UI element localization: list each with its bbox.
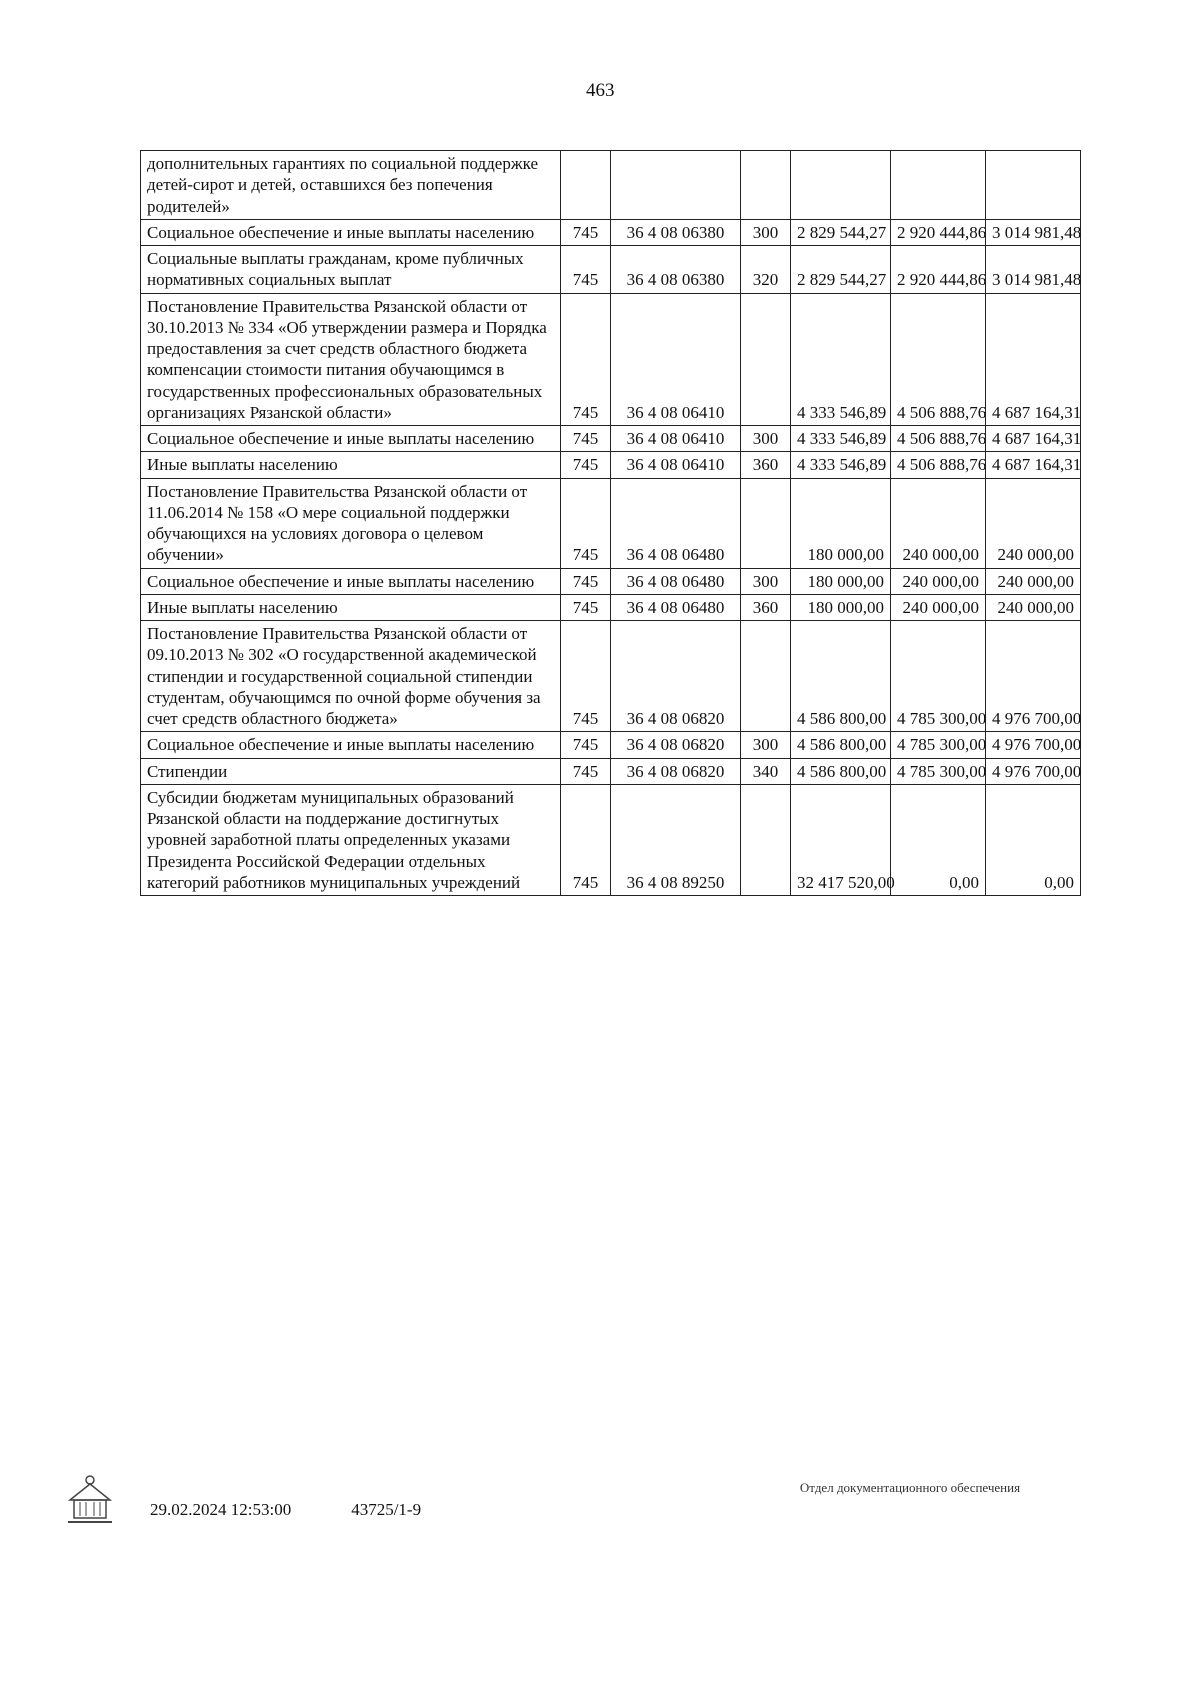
table-row: [141, 621, 1081, 732]
row-name-cell: Социальное обеспечение и иные выплаты населению: [141, 568, 561, 594]
amount-year1-cell: 4 333 546,89: [791, 426, 891, 452]
amount-year2-cell: 4 785 300,00: [891, 621, 986, 732]
amount-year3-cell: 4 976 700,00: [986, 758, 1081, 784]
ministry-code-cell: 745: [561, 732, 611, 758]
table-row: [141, 246, 1081, 294]
amount-year1-cell: 180 000,00: [791, 594, 891, 620]
ministry-code-cell: 745: [561, 246, 611, 294]
ministry-code-cell: 745: [561, 621, 611, 732]
amount-year3-cell: 0,00: [986, 784, 1081, 895]
table-row: [141, 478, 1081, 568]
amount-year2-cell: 240 000,00: [891, 478, 986, 568]
ministry-code-cell: 745: [561, 568, 611, 594]
department-stamp: Отдел документационного обеспечения: [799, 1480, 1021, 1495]
table-row: [141, 784, 1081, 895]
amount-year2-cell: 240 000,00: [891, 568, 986, 594]
amount-year2-cell: 4 785 300,00: [891, 732, 986, 758]
amount-year2-cell: 240 000,00: [891, 594, 986, 620]
amount-year1-cell: [791, 151, 891, 220]
row-name-cell: Постановление Правительства Рязанской области от 09.10.2013 № 302 «О государственной академической стипендии и государственной социальной стипендии студентам, обучающимся по очной форме обучения за счет средств областного бюджета»: [141, 621, 561, 732]
ministry-code-cell: 745: [561, 758, 611, 784]
amount-year3-cell: 3 014 981,48: [986, 219, 1081, 245]
amount-year3-cell: 240 000,00: [986, 568, 1081, 594]
amount-year3-cell: 4 687 164,31: [986, 452, 1081, 478]
row-name-cell: Стипендии: [141, 758, 561, 784]
target-article-cell: 36 4 08 06380: [611, 219, 741, 245]
row-name-cell: Социальное обеспечение и иные выплаты населению: [141, 219, 561, 245]
expense-type-cell: 300: [741, 568, 791, 594]
stamp-doc-number: 43725/1-9: [351, 1500, 422, 1519]
ministry-code-cell: 745: [561, 784, 611, 895]
amount-year2-cell: 4 506 888,76: [891, 293, 986, 426]
expense-type-cell: 300: [741, 426, 791, 452]
table-row: [141, 732, 1081, 758]
table-row: [141, 426, 1081, 452]
expense-type-cell: [741, 621, 791, 732]
row-name-cell: Иные выплаты населению: [141, 452, 561, 478]
table-row: [141, 151, 1081, 220]
expense-type-cell: 360: [741, 452, 791, 478]
amount-year2-cell: 2 920 444,86: [891, 219, 986, 245]
target-article-cell: 36 4 08 06820: [611, 758, 741, 784]
table-row: [141, 758, 1081, 784]
target-article-cell: 36 4 08 06480: [611, 568, 741, 594]
target-article-cell: 36 4 08 06820: [611, 621, 741, 732]
row-name-cell: Социальные выплаты гражданам, кроме публичных нормативных социальных выплат: [141, 246, 561, 294]
expense-type-cell: [741, 784, 791, 895]
expense-type-cell: [741, 478, 791, 568]
row-name-cell: Субсидии бюджетам муниципальных образований Рязанской области на поддержание достигнутых уровней заработной платы определенных указами Президента Российской Федерации отдельных категорий работников муниципальных учреждений: [141, 784, 561, 895]
expense-type-cell: 360: [741, 594, 791, 620]
expense-type-cell: 320: [741, 246, 791, 294]
ministry-code-cell: 745: [561, 219, 611, 245]
amount-year1-cell: 4 333 546,89: [791, 452, 891, 478]
page-number: 463: [586, 80, 615, 101]
target-article-cell: 36 4 08 06480: [611, 594, 741, 620]
expense-type-cell: [741, 151, 791, 220]
expense-type-cell: 300: [741, 732, 791, 758]
row-name-cell: Иные выплаты населению: [141, 594, 561, 620]
amount-year3-cell: 4 976 700,00: [986, 621, 1081, 732]
amount-year2-cell: 4 506 888,76: [891, 452, 986, 478]
table-row: [141, 219, 1081, 245]
ministry-code-cell: 745: [561, 594, 611, 620]
amount-year1-cell: 180 000,00: [791, 568, 891, 594]
target-article-cell: [611, 151, 741, 220]
amount-year2-cell: 4 785 300,00: [891, 758, 986, 784]
ministry-code-cell: [561, 151, 611, 220]
duma-emblem-icon: [60, 1470, 120, 1530]
expense-type-cell: 300: [741, 219, 791, 245]
stamp-datetime: 29.02.2024 12:53:00: [150, 1500, 292, 1519]
row-name-cell: дополнительных гарантиях по социальной поддержке детей-сирот и детей, оставшихся без попечения родителей»: [141, 151, 561, 220]
target-article-cell: 36 4 08 06410: [611, 293, 741, 426]
ministry-code-cell: 745: [561, 426, 611, 452]
amount-year1-cell: 4 586 800,00: [791, 732, 891, 758]
table-row: [141, 594, 1081, 620]
target-article-cell: 36 4 08 06410: [611, 426, 741, 452]
ministry-code-cell: 745: [561, 293, 611, 426]
amount-year3-cell: 4 976 700,00: [986, 732, 1081, 758]
amount-year2-cell: [891, 151, 986, 220]
amount-year3-cell: 3 014 981,48: [986, 246, 1081, 294]
ministry-code-cell: 745: [561, 478, 611, 568]
amount-year1-cell: 32 417 520,00: [791, 784, 891, 895]
expense-type-cell: [741, 293, 791, 426]
amount-year1-cell: 180 000,00: [791, 478, 891, 568]
row-name-cell: Социальное обеспечение и иные выплаты населению: [141, 732, 561, 758]
budget-table: [140, 150, 1081, 896]
document-stamp: [150, 1500, 750, 1520]
row-name-cell: Социальное обеспечение и иные выплаты населению: [141, 426, 561, 452]
table-row: [141, 293, 1081, 426]
amount-year1-cell: 2 829 544,27: [791, 246, 891, 294]
table-row: [141, 452, 1081, 478]
amount-year3-cell: [986, 151, 1081, 220]
target-article-cell: 36 4 08 06410: [611, 452, 741, 478]
amount-year2-cell: 4 506 888,76: [891, 426, 986, 452]
amount-year3-cell: 240 000,00: [986, 478, 1081, 568]
row-name-cell: Постановление Правительства Рязанской области от 11.06.2014 № 158 «О мере социальной поддержки обучающихся на условиях договора о целевом обучении»: [141, 478, 561, 568]
amount-year1-cell: 4 586 800,00: [791, 758, 891, 784]
target-article-cell: 36 4 08 06380: [611, 246, 741, 294]
target-article-cell: 36 4 08 89250: [611, 784, 741, 895]
amount-year1-cell: 2 829 544,27: [791, 219, 891, 245]
amount-year3-cell: 4 687 164,31: [986, 293, 1081, 426]
amount-year1-cell: 4 333 546,89: [791, 293, 891, 426]
ministry-code-cell: 745: [561, 452, 611, 478]
amount-year2-cell: 2 920 444,86: [891, 246, 986, 294]
amount-year3-cell: 4 687 164,31: [986, 426, 1081, 452]
amount-year1-cell: 4 586 800,00: [791, 621, 891, 732]
row-name-cell: Постановление Правительства Рязанской области от 30.10.2013 № 334 «Об утверждении размера и Порядка предоставления за счет средств областного бюджета компенсации стоимости питания обучающимся в государственных профессиональных образовательных организациях Рязанской области»: [141, 293, 561, 426]
amount-year2-cell: 0,00: [891, 784, 986, 895]
target-article-cell: 36 4 08 06820: [611, 732, 741, 758]
expense-type-cell: 340: [741, 758, 791, 784]
target-article-cell: 36 4 08 06480: [611, 478, 741, 568]
table-row: [141, 568, 1081, 594]
amount-year3-cell: 240 000,00: [986, 594, 1081, 620]
